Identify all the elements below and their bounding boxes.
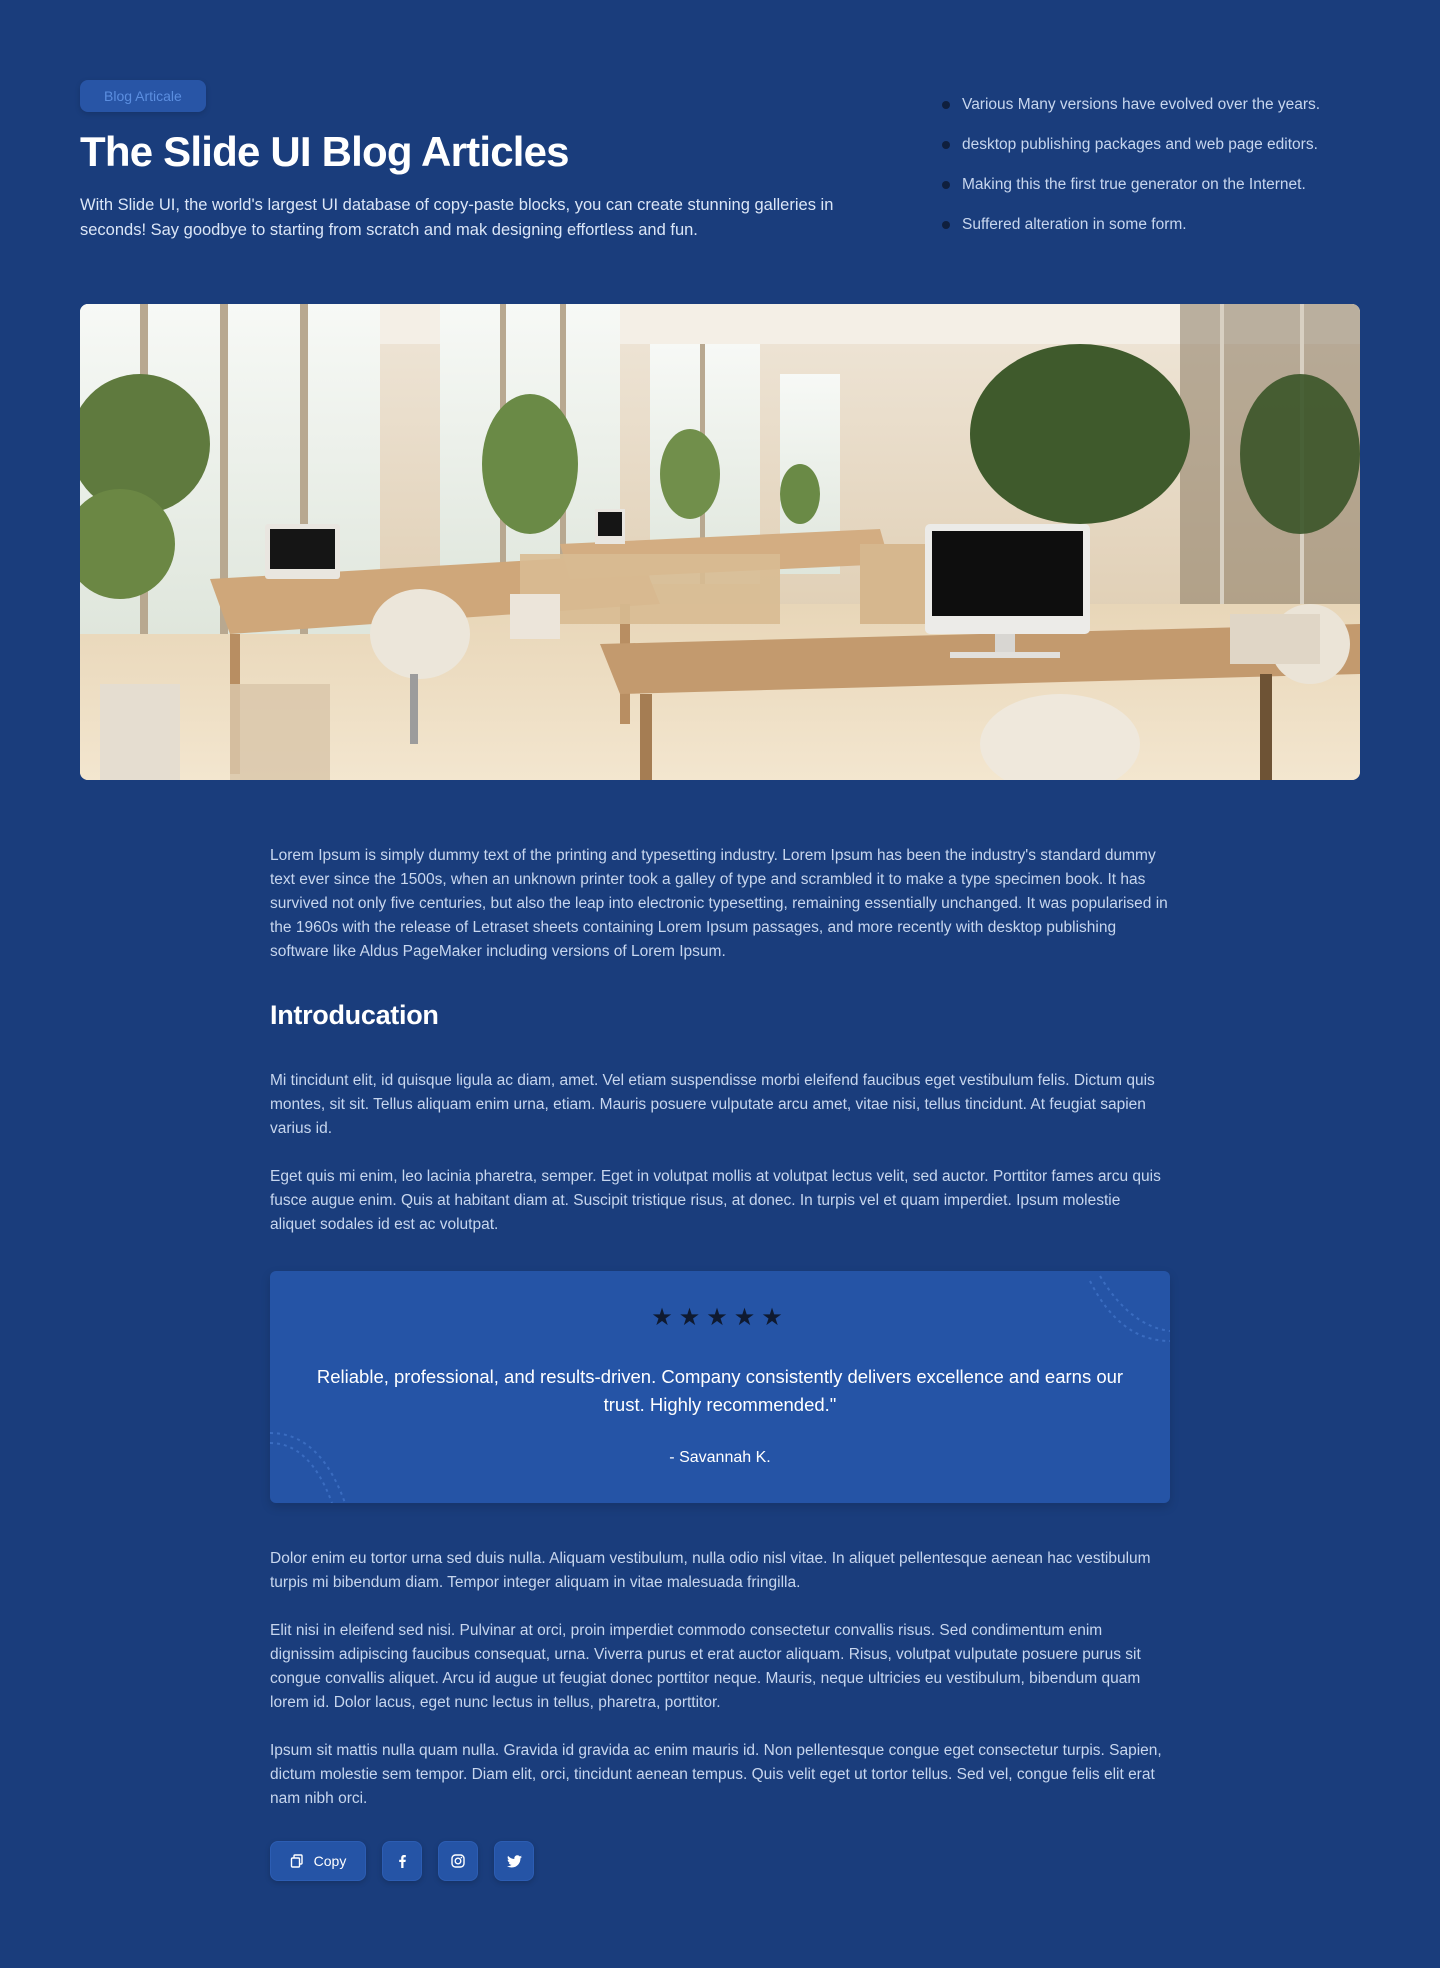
share-actions [270, 1841, 1170, 1881]
instagram-icon [451, 1854, 465, 1868]
article-paragraph: Ipsum sit mattis nulla quam nulla. Gravida id gravida ac enim mauris id. Non pellentesque congue eget consectetur turpis. Sapien, dictum molestie sem tempor. Diam elit, orci, tincidunt aenean tempus. Quis velit eget ut tortor tellus. Sed vel, congue felis elit erat nam nibh orci. [270, 1742, 1162, 1807]
instagram-share-button[interactable] [438, 1841, 478, 1881]
article-paragraph: Elit nisi in eleifend sed nisi. Pulvinar at orci, proin imperdiet commodo consectetur convallis risus. Sed condimentum enim dignissim adipiscing faucibus consequat, urna. Viverra purus et erat auctor aliquam. Risus, volutpat vulputate posuere purus sit congue convallis aliquet. Arcu id augue ut feugiat donec porttitor neque. Mauris, neque ultricies eu vestibulum, bibendum quam lorem id. Dolor lacus, eget nunc lectus in tellus, pharetra, porttitor. [270, 1622, 1141, 1711]
bullet-dot-icon [942, 181, 950, 189]
hero-image [80, 304, 1360, 780]
feature-list-item [940, 135, 1360, 155]
feature-text: Making this the first true generator on the Internet. [962, 176, 1306, 193]
article-intro-paragraph: Lorem Ipsum is simply dummy text of the printing and typesetting industry. Lorem Ipsum has been the industry's standard dummy text ever since the 1500s, when an unknown printer took a galley of type and scrambled it to make a type specimen book. It has survived not only five centuries, but also the leap into electronic typesetting, remaining essentially unchanged. It was popularised in the 1960s with the release of Letraset sheets containing Lorem Ipsum passages, and more recently with desktop publishing software like Aldus PageMaker including versions of Lorem Ipsum. [270, 847, 1168, 960]
testimonial-card [270, 1271, 1170, 1503]
feature-list-item [940, 95, 1360, 115]
facebook-share-button[interactable] [382, 1841, 422, 1881]
testimonial-quote: Reliable, professional, and results-driven. Company consistently delivers excellence and earns our trust. Highly recommended." [316, 1366, 1124, 1415]
feature-list-item [940, 175, 1360, 195]
feature-text: desktop publishing packages and web page editors. [962, 136, 1318, 153]
article-paragraph: Dolor enim eu tortor urna sed duis nulla. Aliquam vestibulum, nulla odio nisl vitae. In aliquet pellentesque aenean hac vestibulum turpis mi bibendum diam. Tempor integer aliquam in vitae malesuada fringilla. [270, 1550, 1151, 1591]
twitter-icon [507, 1855, 522, 1868]
page-header [80, 80, 1360, 250]
article-body [270, 844, 1170, 1881]
page-subtitle: With Slide UI, the world's largest UI database of copy-paste blocks, you can create stunning galleries in seconds! Say goodbye to starting from scratch and mak designing effortless and fun. [80, 196, 834, 239]
facebook-icon [396, 1854, 408, 1868]
page-title: The Slide UI Blog Articles [80, 128, 569, 175]
testimonial-author: - Savannah K. [669, 1449, 771, 1466]
feature-list-item [940, 215, 1360, 235]
copy-icon [290, 1854, 304, 1868]
star-rating: ★★★★★ [651, 1304, 789, 1331]
bullet-dot-icon [942, 221, 950, 229]
feature-list [940, 95, 1360, 255]
twitter-share-button[interactable] [494, 1841, 534, 1881]
feature-text: Various Many versions have evolved over the years. [962, 96, 1321, 113]
category-badge[interactable]: Blog Articale [80, 80, 206, 112]
article-paragraph: Mi tincidunt elit, id quisque ligula ac diam, amet. Vel etiam suspendisse morbi eleifend faucibus eget vestibulum felis. Dictum quis montes, sit sit. Tellus aliquam enim urna, etiam. Mauris posuere vulputate arcu amet, vitae nisi, tellus tincidunt. At feugiat sapien varius id. [270, 1072, 1155, 1137]
article-paragraph: Eget quis mi enim, leo lacinia pharetra, semper. Eget in volutpat mollis at volutpat lectus velit, sed auctor. Porttitor fames arcu quis fusce augue enim. Quis at habitant diam at. Suscipit tristique risus, at donec. In turpis vel et quam imperdiet. Ipsum molestie aliquet sodales id est ac volutpat. [270, 1168, 1161, 1233]
feature-text: Suffered alteration in some form. [962, 216, 1187, 233]
copy-button[interactable] [270, 1841, 366, 1881]
bullet-dot-icon [942, 101, 950, 109]
bullet-dot-icon [942, 141, 950, 149]
office-interior-illustration [80, 304, 1360, 780]
copy-button-label: Copy [313, 1853, 347, 1869]
section-heading: Introducation [270, 1000, 439, 1030]
